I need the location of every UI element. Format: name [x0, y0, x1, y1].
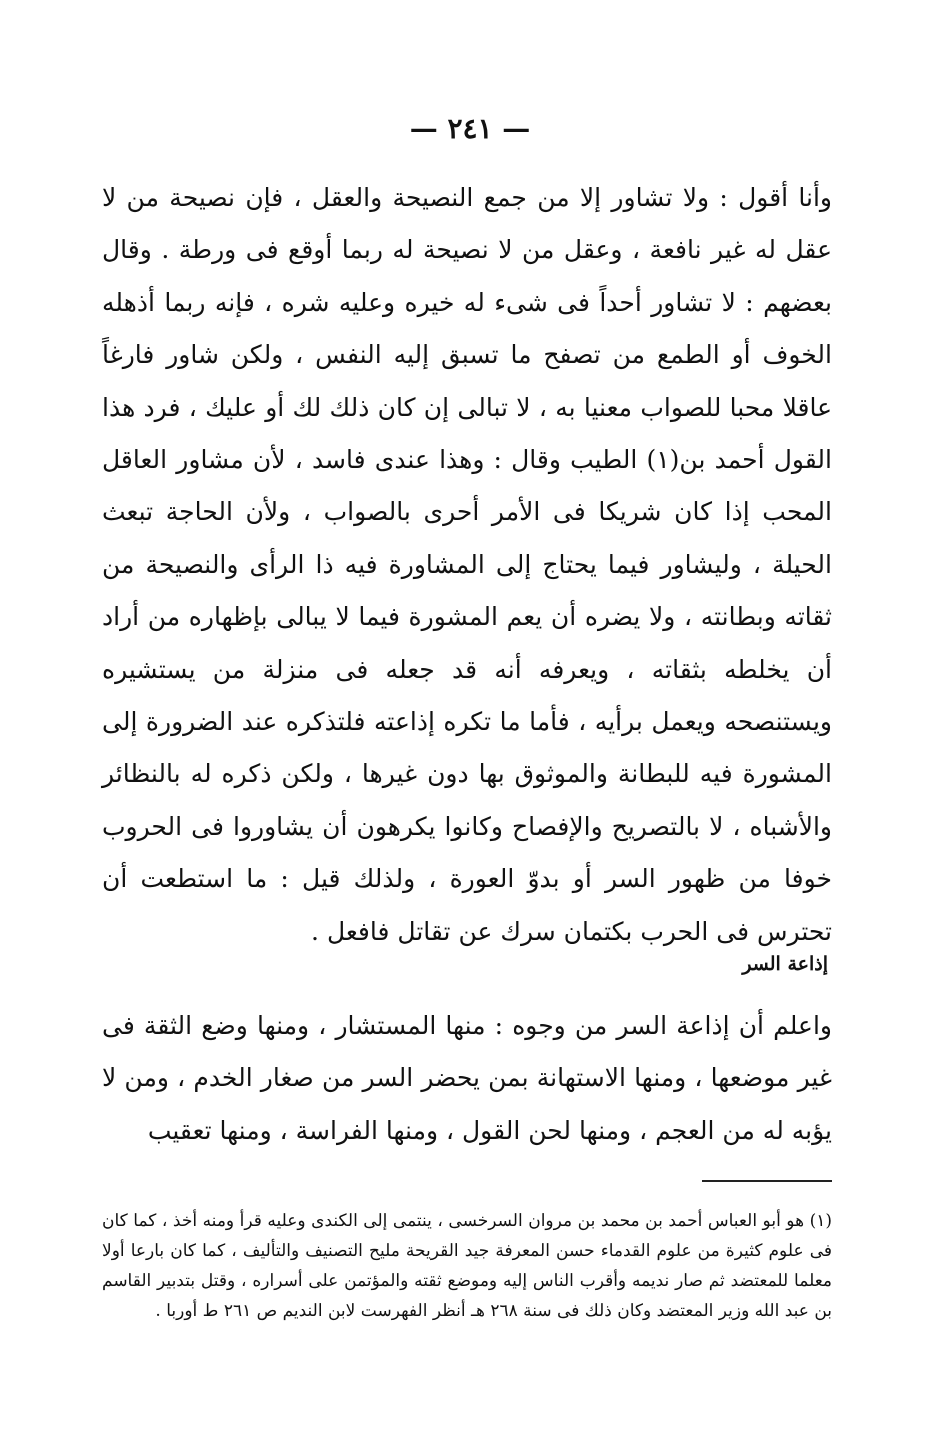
main-text-block: [102, 172, 832, 958]
footnotes-block: [102, 1206, 832, 1326]
main-paragraph: وأنا أقول : ولا تشاور إلا من جمع النصيحة والعقل ، فإن نصيحة من لا عقل له غير نافعة ، وعقل من لا نصيحة له ربما أوقع فى ورطة . وقال بعضهم : لا تشاور أحداً فى شىء له خيره وعليه شره ، فإنه ربما أذهله الخوف أو الطمع من تصفح ما تسبق إليه النفس ، ولكن شاور فارغاً عاقلا محبا للصواب معنيا به ، لا تبالى إن كان ذلك لك أو عليك ، فرد هذا القول أحمد بن(١) الطيب وقال : وهذا عندى فاسد ، لأن مشاور العاقل المحب إذا كان شريكا فى الأمر أحرى بالصواب ، ولأن الحاجة تبعث الحيلة ، وليشاور فيما يحتاج إلى المشاورة فيه ذا الرأى والنصيحة من ثقاته وبطانته ، ولا يضره أن يعم المشورة فيما لا يبالى بإظهاره من أراد أن يخلطه بثقاته ، ويعرفه أنه قد جعله فى منزلة من يستشيره ويستنصحه ويعمل برأيه ، فأما ما تكره إذاعته فلتذكره عند الضرورة إلى المشورة فيه للبطانة والموثوق بها دون غيرها ، ولكن ذكره له بالنظائر والأشباه ، لا بالتصريح والإفصاح وكانوا يكرهون أن يشاوروا فى الحروب خوفا من ظهور السر أو بدوّ العورة ، ولذلك قيل : ما استطعت أن تحترس فى الحرب بكتمان سرك عن تقاتل فافعل .: [102, 183, 832, 946]
footnote-divider: [702, 1180, 832, 1182]
footnote-1: (١) هو أبو العباس أحمد بن محمد بن مروان السرخسى ، ينتمى إلى الكندى وعليه قرأ ومنه أخذ ، كما كان فى علوم كثيرة من علوم القدماء حسن المعرفة جيد القريحة مليح التصنيف والتأليف ، كما كان بارعا أولا معلما للمعتضد ثم صار نديمه وأقرب الناس إليه وموضع ثقته والمؤتمن على أسراره ، وقتل بتدبير القاسم بن عبد الله وزير المعتضد وكان ذلك فى سنة ٢٦٨ هـ أنظر الفهرست لابن النديم ص ٢٦١ ط أوربا .: [102, 1211, 832, 1321]
page-number: — ٢٤١ —: [409, 112, 531, 145]
section-text-block: [102, 1000, 832, 1157]
section-heading: إذاعة السر: [742, 953, 828, 975]
section-paragraph: واعلم أن إذاعة السر من وجوه : منها المستشار ، ومنها وضع الثقة فى غير موضعها ، ومنها الاستهانة بمن يحضر السر من صغار الخدم ، ومن لا يؤبه له من العجم ، ومنها لحن القول ، ومنها الفراسة ، ومنها تعقيب: [102, 1011, 832, 1145]
